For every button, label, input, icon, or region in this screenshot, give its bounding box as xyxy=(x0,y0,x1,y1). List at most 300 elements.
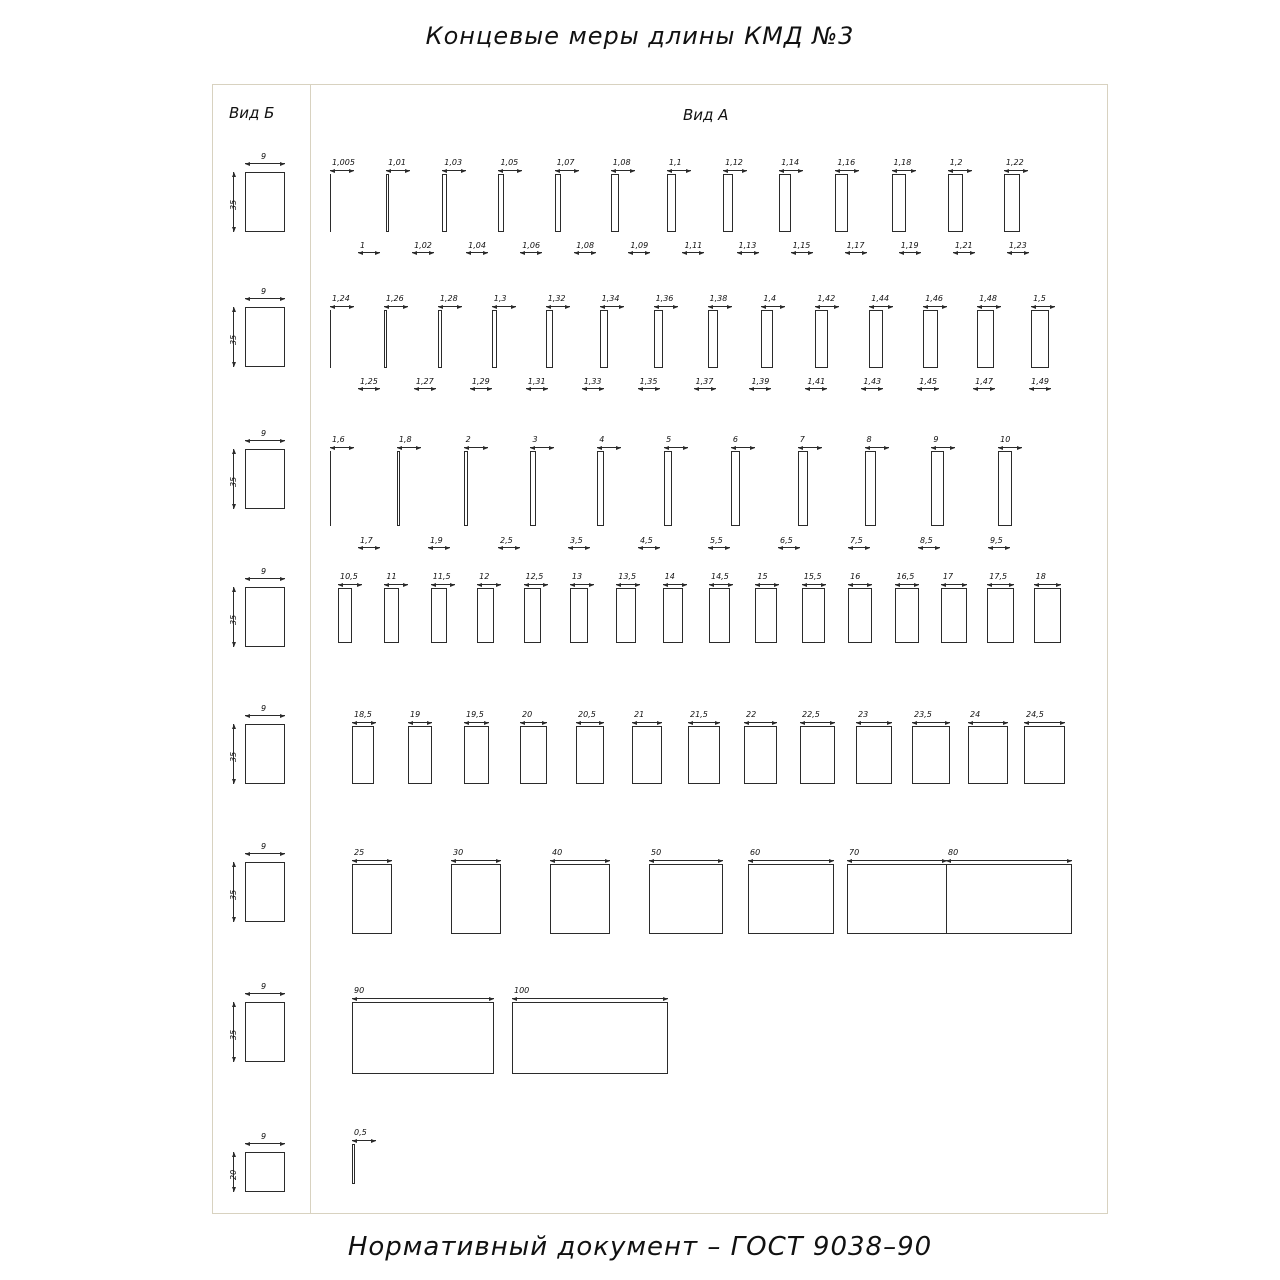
gauge-size-label: 1,08 xyxy=(612,158,631,167)
gauge-size-label: 9 xyxy=(933,435,939,444)
gauge-dim-line xyxy=(917,388,939,389)
gauge-dim-line xyxy=(1034,584,1062,585)
gauge-dim-line xyxy=(524,584,548,585)
gauge-dim-line xyxy=(998,447,1022,448)
gauge-size-label: 25 xyxy=(354,848,365,857)
gauge-dim-line xyxy=(856,722,892,723)
gauge-dim-line xyxy=(550,860,610,861)
gauge-dim-line xyxy=(574,252,596,253)
gauge-size-label: 1,01 xyxy=(388,158,406,167)
gauge-dim-line xyxy=(638,547,660,548)
gauge-size-label: 8 xyxy=(866,435,872,444)
gauge-block xyxy=(744,726,777,784)
gauge-size-label: 1,6 xyxy=(332,435,345,444)
gauge-size-label: 16 xyxy=(850,572,861,581)
gauge-size-label: 11 xyxy=(386,572,397,581)
gauge-size-label: 1,33 xyxy=(583,377,602,386)
gauge-block xyxy=(948,174,963,232)
gauge-dim-line xyxy=(1029,388,1051,389)
gauge-block xyxy=(779,174,791,232)
gauge-size-label: 1,04 xyxy=(468,241,486,250)
gauge-block xyxy=(632,726,662,784)
gauge-block xyxy=(438,310,442,368)
gauge-size-label: 1,7 xyxy=(360,536,373,545)
gauge-dim-line xyxy=(397,447,421,448)
gauge-size-label: 90 xyxy=(354,986,365,995)
gauge-size-label: 12,5 xyxy=(525,572,544,581)
gauge-size-label: 14 xyxy=(664,572,675,581)
view-divider xyxy=(310,84,311,1214)
gauge-size-label: 1,36 xyxy=(655,294,674,303)
view-a-label: Вид А xyxy=(683,106,729,124)
side-block-height-label: 35 xyxy=(229,889,238,900)
gauge-size-label: 1,35 xyxy=(639,377,658,386)
gauge-size-label: 4,5 xyxy=(640,536,653,545)
gauge-size-label: 1,45 xyxy=(919,377,938,386)
gauge-size-label: 1,44 xyxy=(871,294,890,303)
gauge-size-label: 70 xyxy=(849,848,860,857)
gauge-dim-line xyxy=(384,306,408,307)
gauge-dim-line xyxy=(688,722,720,723)
gauge-block xyxy=(530,451,536,526)
gauge-dim-line xyxy=(492,306,516,307)
gauge-block xyxy=(688,726,720,784)
gauge-size-label: 1,39 xyxy=(751,377,770,386)
gauge-block xyxy=(570,588,589,643)
page-title: Концевые меры длины КМД №3 xyxy=(425,22,855,50)
gauge-block xyxy=(1031,310,1049,368)
gauge-dim-line xyxy=(555,170,579,171)
gauge-block xyxy=(352,726,374,784)
gauge-size-label: 1,48 xyxy=(979,294,997,303)
gauge-block xyxy=(600,310,608,368)
side-block-width-label: 9 xyxy=(261,567,267,576)
gauge-dim-line xyxy=(749,388,771,389)
gauge-block xyxy=(520,726,547,784)
gauge-size-label: 80 xyxy=(948,848,959,857)
gauge-size-label: 13,5 xyxy=(618,572,637,581)
gauge-block xyxy=(977,310,993,368)
gauge-block xyxy=(352,1144,355,1184)
gauge-dim-line xyxy=(923,306,947,307)
side-block-width-dimline xyxy=(245,298,285,299)
side-block-width-dimline xyxy=(245,853,285,854)
gauge-size-label: 12 xyxy=(479,572,490,581)
gauge-size-label: 1,24 xyxy=(332,294,350,303)
view-b-label: Вид Б xyxy=(229,104,275,122)
gauge-dim-line xyxy=(384,584,408,585)
gauge-dim-line xyxy=(526,388,548,389)
gauge-dim-line xyxy=(802,584,826,585)
gauge-size-label: 1,4 xyxy=(763,294,777,303)
gauge-block xyxy=(1034,588,1062,643)
gauge-dim-line xyxy=(779,170,803,171)
gauge-dim-line xyxy=(498,170,522,171)
gauge-dim-line xyxy=(628,252,650,253)
gauge-dim-line xyxy=(1024,722,1065,723)
gauge-size-label: 1,12 xyxy=(725,158,743,167)
gauge-size-label: 30 xyxy=(453,848,464,857)
side-block-width-label: 9 xyxy=(261,287,267,296)
gauge-size-label: 1,03 xyxy=(444,158,463,167)
gauge-size-label: 1,13 xyxy=(738,241,757,250)
gauge-dim-line xyxy=(546,306,570,307)
gauge-dim-line xyxy=(941,584,967,585)
gauge-dim-line xyxy=(708,547,730,548)
side-block-rect xyxy=(245,862,285,922)
gauge-size-label: 1,07 xyxy=(556,158,575,167)
gauge-block xyxy=(442,174,446,232)
gauge-dim-line xyxy=(805,388,827,389)
gauge-dim-line xyxy=(520,722,547,723)
gauge-dim-line xyxy=(744,722,777,723)
gauge-block xyxy=(968,726,1008,784)
gauge-size-label: 1,14 xyxy=(781,158,800,167)
gauge-dim-line xyxy=(861,388,883,389)
gauge-dim-line xyxy=(835,170,859,171)
gauge-size-label: 22,5 xyxy=(802,710,820,719)
gauge-dim-line xyxy=(358,388,380,389)
gauge-block xyxy=(386,174,389,232)
gauge-size-label: 1,16 xyxy=(837,158,856,167)
gauge-size-label: 1,42 xyxy=(817,294,836,303)
gauge-size-label: 1,02 xyxy=(414,241,432,250)
gauge-dim-line xyxy=(798,447,822,448)
gauge-size-label: 19 xyxy=(410,710,421,719)
gauge-size-label: 40 xyxy=(552,848,563,857)
gauge-block xyxy=(330,174,331,232)
gauge-dim-line xyxy=(845,252,867,253)
gauge-dim-line xyxy=(708,306,732,307)
gauge-block xyxy=(352,864,392,934)
gauge-dim-line xyxy=(431,584,455,585)
side-block-rect xyxy=(245,587,285,647)
side-block-rect xyxy=(245,724,285,784)
gauge-dim-line xyxy=(352,1140,376,1141)
gauge-size-label: 1,3 xyxy=(493,294,507,303)
gauge-size-label: 18,5 xyxy=(354,710,372,719)
gauge-block xyxy=(464,451,468,526)
gauge-block xyxy=(800,726,835,784)
gauge-block xyxy=(338,588,352,643)
gauge-size-label: 1,2 xyxy=(949,158,963,167)
side-block-height-label: 35 xyxy=(229,334,238,345)
gauge-block xyxy=(330,310,331,368)
gauge-size-label: 18 xyxy=(1035,572,1046,581)
gauge-dim-line xyxy=(1031,306,1055,307)
gauge-size-label: 1,43 xyxy=(863,377,882,386)
gauge-dim-line xyxy=(632,722,662,723)
gauge-size-label: 3,5 xyxy=(570,536,583,545)
gauge-dim-line xyxy=(520,252,542,253)
gauge-size-label: 1,28 xyxy=(439,294,458,303)
gauge-dim-line xyxy=(358,547,380,548)
gauge-size-label: 13 xyxy=(571,572,583,581)
gauge-size-label: 3 xyxy=(532,435,538,444)
gauge-size-label: 24 xyxy=(970,710,981,719)
gauge-block xyxy=(931,451,944,526)
gauge-block xyxy=(384,588,399,643)
gauge-dim-line xyxy=(414,388,436,389)
gauge-block xyxy=(384,310,387,368)
gauge-size-label: 1,22 xyxy=(1005,158,1024,167)
gauge-dim-line xyxy=(338,584,362,585)
gauge-size-label: 14,5 xyxy=(711,572,729,581)
gauge-dim-line xyxy=(352,998,494,999)
gauge-size-label: 2 xyxy=(465,435,471,444)
side-block-height-label: 35 xyxy=(229,199,238,210)
gauge-block xyxy=(1004,174,1020,232)
gauge-size-label: 19,5 xyxy=(466,710,484,719)
gauge-block xyxy=(946,864,1072,934)
side-block-rect xyxy=(245,1002,285,1062)
gauge-size-label: 1,37 xyxy=(695,377,714,386)
side-block-width-dimline xyxy=(245,440,285,441)
gauge-size-label: 1,5 xyxy=(1033,294,1046,303)
gauge-dim-line xyxy=(948,170,972,171)
gauge-dim-line xyxy=(330,447,354,448)
side-block-rect xyxy=(245,449,285,509)
gauge-dim-line xyxy=(386,170,410,171)
gauge-size-label: 11,5 xyxy=(432,572,451,581)
gauge-size-label: 4 xyxy=(599,435,605,444)
gauge-dim-line xyxy=(761,306,785,307)
gauge-block xyxy=(761,310,773,368)
gauge-size-label: 22 xyxy=(746,710,757,719)
gauge-block xyxy=(451,864,501,934)
gauge-block xyxy=(848,588,872,643)
gauge-size-label: 6,5 xyxy=(780,536,793,545)
gauge-dim-line xyxy=(953,252,975,253)
gauge-dim-line xyxy=(694,388,716,389)
gauge-dim-line xyxy=(918,547,940,548)
gauge-block xyxy=(709,588,730,643)
gauge-size-label: 1,32 xyxy=(547,294,566,303)
gauge-size-label: 60 xyxy=(750,848,761,857)
side-block-height-label: 35 xyxy=(229,614,238,625)
gauge-size-label: 15 xyxy=(757,572,768,581)
side-block-width-label: 9 xyxy=(261,704,267,713)
gauge-dim-line xyxy=(498,547,520,548)
gauge-block xyxy=(616,588,635,643)
gauge-size-label: 9,5 xyxy=(990,536,1003,545)
gauge-dim-line xyxy=(530,447,554,448)
gauge-block xyxy=(987,588,1014,643)
gauge-size-label: 5 xyxy=(666,435,672,444)
gauge-block xyxy=(708,310,718,368)
gauge-block xyxy=(895,588,920,643)
gauge-dim-line xyxy=(1007,252,1029,253)
page-footer: Нормативный документ – ГОСТ 9038–90 xyxy=(347,1232,933,1262)
gauge-block xyxy=(998,451,1012,526)
gauge-dim-line xyxy=(946,860,1072,861)
gauge-size-label: 15,5 xyxy=(803,572,822,581)
side-block-width-dimline xyxy=(245,578,285,579)
gauge-dim-line xyxy=(912,722,950,723)
gauge-size-label: 1,27 xyxy=(415,377,434,386)
gauge-block xyxy=(555,174,562,232)
gauge-dim-line xyxy=(800,722,835,723)
gauge-size-label: 1,23 xyxy=(1008,241,1027,250)
gauge-dim-line xyxy=(570,584,594,585)
gauge-size-label: 20,5 xyxy=(578,710,596,719)
side-block-width-label: 9 xyxy=(261,1132,267,1141)
gauge-size-label: 17 xyxy=(942,572,954,581)
gauge-size-label: 1,17 xyxy=(846,241,865,250)
gauge-dim-line xyxy=(512,998,668,999)
gauge-size-label: 1,49 xyxy=(1031,377,1049,386)
gauge-block xyxy=(1024,726,1065,784)
gauge-size-label: 1,38 xyxy=(709,294,728,303)
gauge-block xyxy=(869,310,883,368)
gauge-block xyxy=(847,864,947,934)
gauge-dim-line xyxy=(973,388,995,389)
gauge-block xyxy=(663,588,683,643)
gauge-dim-line xyxy=(737,252,759,253)
side-block-rect xyxy=(245,172,285,232)
gauge-dim-line xyxy=(464,447,488,448)
gauge-block xyxy=(611,174,619,232)
gauge-block xyxy=(477,588,494,643)
gauge-size-label: 6 xyxy=(732,435,738,444)
gauge-size-label: 1,05 xyxy=(500,158,519,167)
gauge-block xyxy=(892,174,906,232)
gauge-dim-line xyxy=(582,388,604,389)
gauge-dim-line xyxy=(847,860,947,861)
side-block-width-dimline xyxy=(245,1143,285,1144)
gauge-dim-line xyxy=(451,860,501,861)
gauge-block xyxy=(802,588,825,643)
gauge-size-label: 1,005 xyxy=(332,158,355,167)
gauge-dim-line xyxy=(778,547,800,548)
gauge-size-label: 1,15 xyxy=(792,241,811,250)
side-block-height-label: 35 xyxy=(229,476,238,487)
gauge-dim-line xyxy=(815,306,839,307)
gauge-block xyxy=(664,451,672,526)
side-block-width-label: 9 xyxy=(261,429,267,438)
gauge-dim-line xyxy=(731,447,755,448)
gauge-block xyxy=(498,174,504,232)
gauge-dim-line xyxy=(869,306,893,307)
gauge-dim-line xyxy=(899,252,921,253)
gauge-block xyxy=(755,588,777,643)
gauge-block xyxy=(492,310,498,368)
gauge-block xyxy=(723,174,733,232)
gauge-dim-line xyxy=(865,447,889,448)
gauge-dim-line xyxy=(791,252,813,253)
gauge-block xyxy=(550,864,610,934)
gauge-dim-line xyxy=(464,722,489,723)
gauge-dim-line xyxy=(412,252,434,253)
gauge-size-label: 1,29 xyxy=(471,377,490,386)
gauge-block xyxy=(835,174,848,232)
gauge-size-label: 50 xyxy=(651,848,662,857)
side-block-width-label: 9 xyxy=(261,982,267,991)
gauge-size-label: 7,5 xyxy=(850,536,863,545)
gauge-block xyxy=(649,864,723,934)
gauge-size-label: 10 xyxy=(1000,435,1011,444)
side-block-height-label: 35 xyxy=(229,751,238,762)
gauge-size-label: 23,5 xyxy=(914,710,932,719)
gauge-dim-line xyxy=(848,547,870,548)
gauge-dim-line xyxy=(654,306,678,307)
side-block-width-label: 9 xyxy=(261,842,267,851)
gauge-size-label: 1,09 xyxy=(630,241,649,250)
gauge-dim-line xyxy=(723,170,747,171)
gauge-size-label: 1,31 xyxy=(527,377,546,386)
gauge-size-label: 1,08 xyxy=(576,241,595,250)
gauge-size-label: 2,5 xyxy=(500,536,513,545)
gauge-block xyxy=(352,1002,494,1074)
gauge-dim-line xyxy=(1004,170,1028,171)
gauge-block xyxy=(546,310,553,368)
gauge-size-label: 17,5 xyxy=(989,572,1008,581)
gauge-block xyxy=(815,310,828,368)
gauge-dim-line xyxy=(438,306,462,307)
gauge-size-label: 1,34 xyxy=(601,294,620,303)
gauge-dim-line xyxy=(576,722,604,723)
gauge-dim-line xyxy=(611,170,635,171)
gauge-dim-line xyxy=(597,447,621,448)
gauge-size-label: 5,5 xyxy=(710,536,723,545)
gauge-dim-line xyxy=(428,547,450,548)
gauge-dim-line xyxy=(968,722,1008,723)
gauge-dim-line xyxy=(466,252,488,253)
gauge-size-label: 7 xyxy=(799,435,805,444)
gauge-block xyxy=(748,864,834,934)
gauge-size-label: 21,5 xyxy=(690,710,708,719)
side-block-rect xyxy=(245,1152,285,1192)
gauge-size-label: 1,9 xyxy=(430,536,443,545)
gauge-block xyxy=(512,1002,668,1074)
gauge-size-label: 1 xyxy=(360,241,366,250)
gauge-dim-line xyxy=(664,447,688,448)
gauge-dim-line xyxy=(352,860,392,861)
gauge-size-label: 20 xyxy=(522,710,533,719)
gauge-block xyxy=(667,174,676,232)
gauge-dim-line xyxy=(977,306,1001,307)
gauge-dim-line xyxy=(568,547,590,548)
gauge-size-label: 1,8 xyxy=(398,435,412,444)
gauge-dim-line xyxy=(470,388,492,389)
gauge-size-label: 1,41 xyxy=(807,377,826,386)
gauge-size-label: 1,21 xyxy=(954,241,973,250)
gauge-dim-line xyxy=(352,722,376,723)
gauge-dim-line xyxy=(848,584,872,585)
gauge-size-label: 24,5 xyxy=(1026,710,1044,719)
gauge-dim-line xyxy=(442,170,466,171)
gauge-dim-line xyxy=(988,547,1010,548)
gauge-block xyxy=(464,726,489,784)
gauge-size-label: 21 xyxy=(634,710,645,719)
gauge-dim-line xyxy=(638,388,660,389)
gauge-dim-line xyxy=(330,170,354,171)
gauge-block xyxy=(431,588,447,643)
gauge-size-label: 8,5 xyxy=(920,536,933,545)
gauge-dim-line xyxy=(682,252,704,253)
side-block-height-label: 35 xyxy=(229,1029,238,1040)
gauge-block xyxy=(923,310,938,368)
gauge-block xyxy=(798,451,808,526)
gauge-block xyxy=(731,451,740,526)
gauge-size-label: 100 xyxy=(514,986,530,995)
gauge-dim-line xyxy=(755,584,779,585)
side-block-width-label: 9 xyxy=(261,152,267,161)
gauge-dim-line xyxy=(931,447,955,448)
gauge-dim-line xyxy=(667,170,691,171)
gauge-dim-line xyxy=(892,170,916,171)
gauge-block xyxy=(408,726,432,784)
